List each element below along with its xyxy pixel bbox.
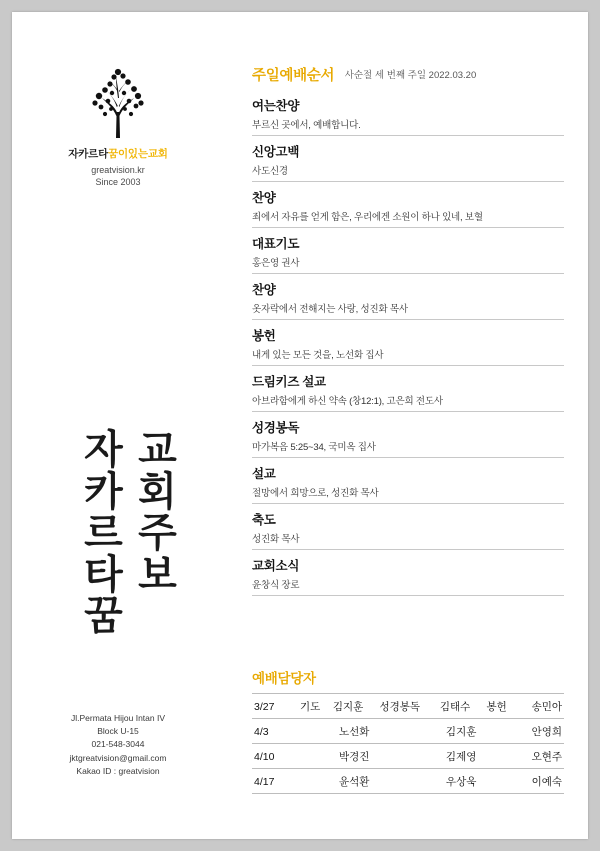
vtitle-c1-ch4: 보 [138, 552, 176, 597]
duty-title: 예배담당자 [252, 671, 316, 686]
order-item-detail: 아브라함에게 하신 약속 (창12:1), 고은희 전도사 [252, 396, 443, 407]
tree-logo-icon [12, 60, 224, 138]
duty-person-3: 안영희 [517, 719, 564, 744]
list-item [252, 366, 564, 412]
order-item-title: 설교 [252, 467, 276, 481]
order-item-detail: 윤창식 장로 [252, 580, 300, 591]
order-header [252, 64, 562, 85]
church-site [12, 164, 224, 188]
duty-role-1 [298, 769, 331, 794]
order-item-detail: 사도신경 [252, 166, 288, 177]
list-item [252, 182, 564, 228]
duty-person-2: 김태수 [438, 694, 485, 719]
order-item-title: 드림키즈 설교 [252, 375, 326, 389]
table-row [252, 769, 564, 794]
list-item [252, 412, 564, 458]
duty-role-1 [298, 719, 331, 744]
duty-person-2: 김제영 [438, 744, 485, 769]
duty-person-3: 송민아 [517, 694, 564, 719]
duty-person-1: 김지훈 [331, 694, 378, 719]
list-item [252, 136, 564, 182]
list-item [252, 320, 564, 366]
church-logo-block [12, 60, 224, 188]
church-since: Since 2003 [95, 177, 141, 188]
list-item [252, 92, 564, 136]
address-line-2: Block U-15 [97, 726, 139, 737]
vtitle-c1-ch2: 회 [138, 469, 176, 514]
duty-role-2 [378, 719, 438, 744]
vtitle-c2-ch3: 르 [84, 511, 122, 556]
order-title: 주일예배순서 [252, 68, 335, 84]
church-name-accent: 꿈이있는교회 [108, 148, 168, 160]
order-item-detail: 내게 있는 모든 것을, 노선화 집사 [252, 350, 384, 361]
duty-role-1 [298, 744, 331, 769]
right-column [224, 12, 588, 839]
list-item [252, 274, 564, 320]
duty-person-2: 김지훈 [438, 719, 485, 744]
order-item-detail: 옷자락에서 전해지는 사랑, 성진화 목사 [252, 304, 408, 315]
order-subtitle: 사순절 세 번째 주일 2022.03.20 [344, 70, 477, 81]
order-item-detail: 절망에서 희망으로, 성진화 목사 [252, 488, 379, 499]
church-name-prefix: 자카르타 [68, 148, 109, 160]
duty-role-2: 성경봉독 [378, 694, 438, 719]
order-item-title: 축도 [252, 513, 276, 527]
address-line-1: Jl.Permata Hijou Intan IV [70, 713, 165, 723]
church-name [12, 146, 224, 161]
duty-section [252, 667, 564, 794]
table-row [252, 694, 564, 719]
duty-role-3: 봉헌 [484, 694, 517, 719]
duty-role-2 [378, 744, 438, 769]
table-row [252, 719, 564, 744]
order-item-detail: 홍은영 권사 [252, 258, 300, 269]
duty-role-3 [484, 744, 517, 769]
duty-date: 4/3 [252, 719, 298, 744]
vtitle-c2-ch1: 자 [84, 428, 122, 472]
duty-table [252, 693, 564, 794]
vtitle-c1-ch1: 교 [138, 428, 176, 472]
order-item-title: 대표기도 [252, 237, 300, 251]
church-website: greatvision.kr [91, 165, 145, 175]
table-row [252, 744, 564, 769]
order-item-detail: 성진화 목사 [252, 534, 300, 545]
left-column [12, 12, 224, 839]
order-item-title: 신앙고백 [252, 145, 300, 159]
order-item-title: 성경봉독 [252, 421, 300, 435]
duty-role-2 [378, 769, 438, 794]
address-kakao: Kakao ID : greatvision [76, 765, 160, 776]
duty-date: 4/17 [252, 769, 298, 794]
list-item [252, 550, 564, 596]
vtitle-c2-ch5: 꿈 [84, 594, 122, 639]
order-item-detail: 마가복음 5:25~34, 국미옥 집사 [252, 442, 376, 453]
duty-role-1: 기도 [298, 694, 331, 719]
duty-role-3 [484, 719, 517, 744]
list-item [252, 228, 564, 274]
list-item [252, 458, 564, 504]
duty-person-1: 노선화 [331, 719, 378, 744]
duty-person-2: 우상욱 [438, 769, 485, 794]
duty-date: 4/10 [252, 744, 298, 769]
church-address [12, 712, 224, 778]
duty-person-1: 윤석환 [331, 769, 378, 794]
duty-person-3: 이예숙 [517, 769, 564, 794]
bulletin-page [12, 12, 588, 839]
order-item-title: 여는찬양 [252, 99, 300, 113]
vtitle-c1-ch3: 주 [138, 511, 176, 556]
duty-person-1: 박경진 [331, 744, 378, 769]
duty-date: 3/27 [252, 694, 298, 719]
order-item-title: 찬양 [252, 283, 276, 297]
vertical-title-column-2 [74, 430, 132, 638]
address-email: jktgreatvision@gmail.com [69, 752, 167, 763]
order-item-title: 봉헌 [252, 329, 276, 343]
order-item-detail: 부르신 곳에서, 예배합니다. [252, 120, 361, 131]
vertical-title [56, 430, 206, 690]
duty-person-3: 오현주 [517, 744, 564, 769]
order-item-title: 교회소식 [252, 559, 300, 573]
order-item-title: 찬양 [252, 191, 276, 205]
vtitle-c2-ch4: 타 [84, 552, 122, 597]
order-item-detail: 죄에서 자유를 얻게 함은, 우리에겐 소원이 하나 있네, 보혈 [252, 212, 483, 223]
order-list [252, 92, 564, 596]
address-phone: 021-548-3044 [91, 739, 145, 750]
list-item [252, 504, 564, 550]
vtitle-c2-ch2: 카 [84, 469, 122, 514]
duty-role-3 [484, 769, 517, 794]
vertical-title-column-1 [128, 430, 186, 596]
